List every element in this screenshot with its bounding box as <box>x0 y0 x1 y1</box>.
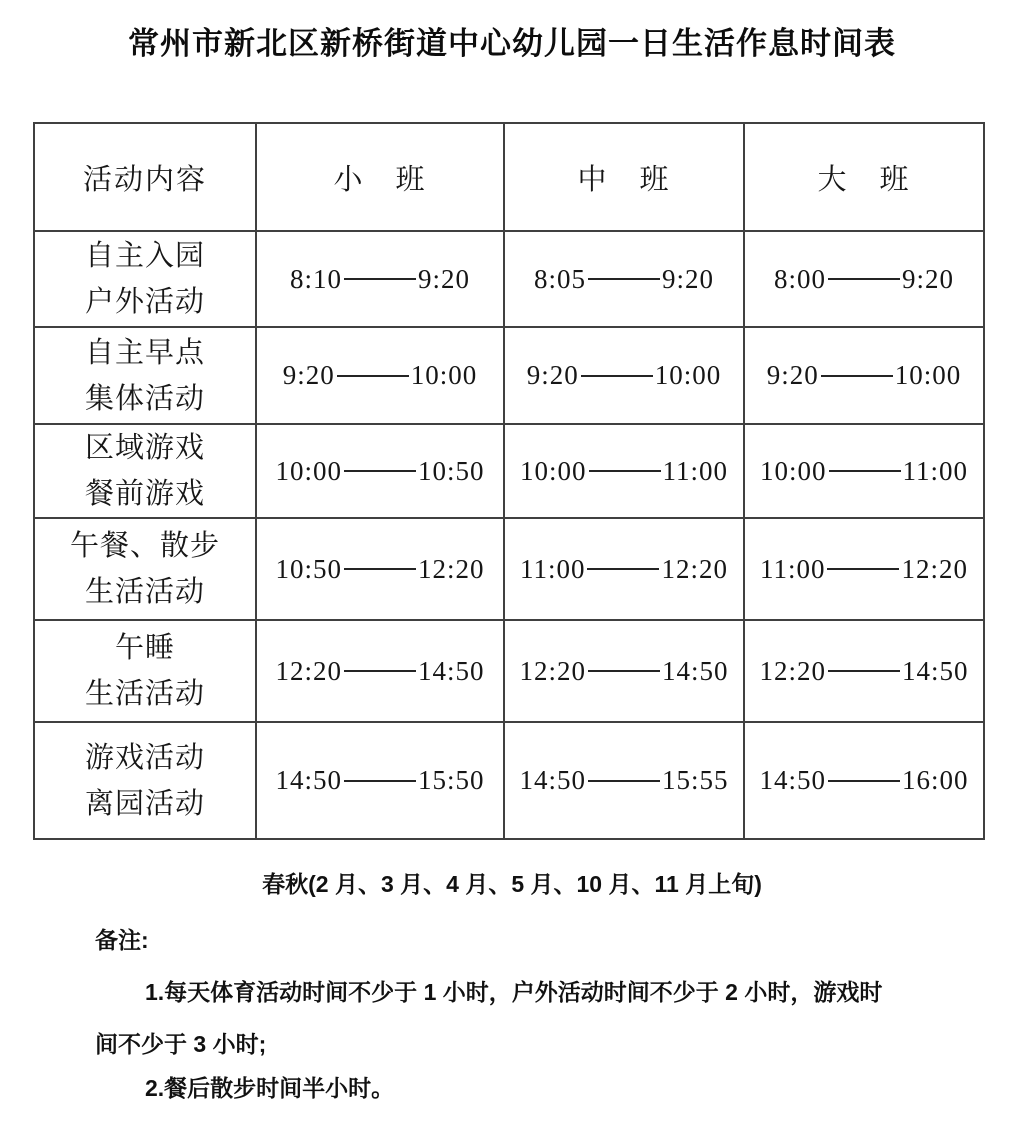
time-range-dash <box>344 568 416 570</box>
time-range-dash <box>337 375 409 377</box>
time-range-cell <box>256 327 504 424</box>
time-end: 11:00 <box>662 455 728 486</box>
time-range-dash <box>587 568 659 570</box>
time-range-cell <box>504 327 744 424</box>
remark-item-1-line-2: 间不少于 3 小时; <box>95 1031 267 1057</box>
time-range-dash <box>827 568 899 570</box>
time-start: 14:50 <box>759 765 826 795</box>
time-range-cell <box>744 722 984 839</box>
activity-cell <box>34 327 256 424</box>
time-end: 10:50 <box>418 455 485 486</box>
table-row <box>34 231 984 327</box>
time-end: 9:20 <box>902 263 955 294</box>
table-row <box>34 327 984 424</box>
time-range-cell <box>504 722 744 839</box>
time-start: 14:50 <box>275 765 342 795</box>
time-range-dash <box>344 470 416 472</box>
time-range-cell <box>504 518 744 620</box>
header-row <box>34 123 984 231</box>
time-end: 12:20 <box>418 553 485 584</box>
page-title: 常州市新北区新桥街道中心幼儿园一日生活作息时间表 <box>128 26 896 61</box>
time-start: 9:20 <box>766 360 819 390</box>
time-range-cell <box>256 518 504 620</box>
time-range-dash <box>344 670 416 672</box>
time-end: 15:50 <box>418 765 485 795</box>
activity-line: 离园活动 <box>84 787 205 820</box>
time-range-dash <box>821 375 893 377</box>
activity-cell <box>34 518 256 620</box>
time-range-cell <box>256 722 504 839</box>
season-note: 春秋(2 月、3 月、4 月、5 月、10 月、11 月上旬) <box>262 871 762 897</box>
remarks-label: 备注: <box>95 927 149 953</box>
activity-cell <box>34 620 256 722</box>
time-end: 10:00 <box>654 360 722 390</box>
time-range-dash <box>344 780 416 782</box>
column-header-middle-class: 中 班 <box>504 123 744 231</box>
time-end: 11:00 <box>902 455 968 486</box>
time-start: 14:50 <box>519 765 586 795</box>
time-end: 12:20 <box>901 553 968 584</box>
time-start: 12:20 <box>519 655 586 686</box>
time-start: 10:50 <box>275 553 342 584</box>
time-range-dash <box>589 470 661 472</box>
time-end: 12:20 <box>661 553 728 584</box>
table-row <box>34 620 984 722</box>
column-header-small-class: 小 班 <box>256 123 504 231</box>
activity-line: 生活活动 <box>84 678 205 710</box>
time-range-cell <box>744 620 984 722</box>
table-row <box>34 424 984 518</box>
time-end: 16:00 <box>902 765 969 795</box>
schedule-table <box>33 122 985 840</box>
time-end: 15:55 <box>662 765 729 795</box>
time-range-cell <box>744 518 984 620</box>
time-range-cell <box>504 424 744 518</box>
activity-line: 游戏活动 <box>84 741 205 774</box>
activity-line: 户外活动 <box>84 286 205 318</box>
time-end: 10:00 <box>410 360 478 390</box>
time-end: 10:00 <box>894 360 962 390</box>
time-range-dash <box>828 670 900 672</box>
time-start: 12:20 <box>759 655 826 686</box>
time-start: 8:10 <box>289 263 342 294</box>
time-range-dash <box>344 278 416 280</box>
time-start: 11:00 <box>519 553 586 584</box>
time-start: 10:00 <box>759 455 827 486</box>
time-start: 8:00 <box>773 263 826 294</box>
time-range-dash <box>588 278 660 280</box>
time-start: 12:20 <box>275 655 342 686</box>
activity-cell <box>34 722 256 839</box>
time-end: 9:20 <box>418 263 471 294</box>
activity-line: 餐前游戏 <box>84 478 205 510</box>
time-end: 9:20 <box>662 263 715 294</box>
time-range-cell <box>744 327 984 424</box>
time-range-dash <box>829 470 901 472</box>
time-start: 10:00 <box>275 455 342 486</box>
activity-line: 集体活动 <box>84 382 205 415</box>
activity-line: 生活活动 <box>84 576 205 608</box>
activity-line: 自主入园 <box>84 240 205 272</box>
column-header-activity: 活动内容 <box>34 123 256 231</box>
time-end: 14:50 <box>662 655 729 686</box>
time-range-cell <box>256 231 504 327</box>
time-range-dash <box>588 780 660 782</box>
time-start: 8:05 <box>533 263 586 294</box>
activity-cell <box>34 424 256 518</box>
schedule-body <box>34 231 984 839</box>
activity-line: 自主早点 <box>84 336 205 369</box>
time-end: 14:50 <box>418 655 485 686</box>
time-range-cell <box>504 620 744 722</box>
activity-line: 午睡 <box>114 632 175 664</box>
time-range-dash <box>588 670 660 672</box>
activity-line: 区域游戏 <box>84 432 205 464</box>
remark-item-2: 2.餐后散步时间半小时。 <box>145 1075 395 1101</box>
time-start: 10:00 <box>519 455 587 486</box>
time-start: 11:00 <box>759 553 826 584</box>
time-range-dash <box>828 278 900 280</box>
time-end: 14:50 <box>902 655 969 686</box>
activity-line: 午餐、散步 <box>69 530 220 562</box>
table-row <box>34 518 984 620</box>
time-range-cell <box>744 231 984 327</box>
time-range-cell <box>256 620 504 722</box>
activity-cell <box>34 231 256 327</box>
time-range-cell <box>256 424 504 518</box>
column-header-big-class: 大 班 <box>744 123 984 231</box>
time-range-dash <box>581 375 653 377</box>
time-range-cell <box>744 424 984 518</box>
time-range-dash <box>828 780 900 782</box>
table-row <box>34 722 984 839</box>
time-start: 9:20 <box>526 360 579 390</box>
schedule-header <box>34 123 984 231</box>
time-start: 9:20 <box>282 360 335 390</box>
remark-item-1-line-1: 1.每天体育活动时间不少于 1 小时，户外活动时间不少于 2 小时，游戏时 <box>145 979 883 1005</box>
remarks-section <box>95 924 955 1124</box>
time-range-cell <box>504 231 744 327</box>
